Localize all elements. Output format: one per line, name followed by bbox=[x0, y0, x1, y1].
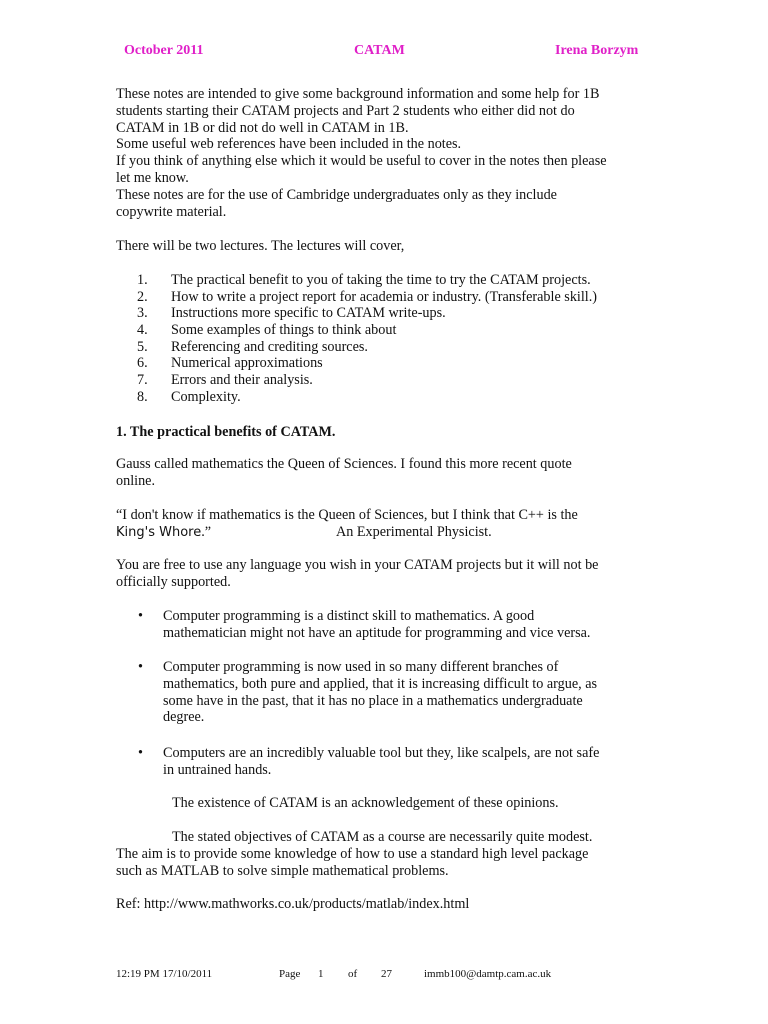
list-text: Errors and their analysis. bbox=[171, 372, 313, 389]
bullet-text bbox=[163, 659, 597, 726]
bullet-line: mathematics, both pure and applied, that it is increasing difficult to argue, as bbox=[163, 675, 598, 692]
objectives-text: The stated objectives of CATAM as a course are necessarily quite modest. bbox=[172, 829, 593, 845]
page-footer bbox=[0, 966, 768, 982]
list-number: 2. bbox=[137, 288, 148, 305]
bullet-text bbox=[163, 745, 599, 779]
quote-emphasis: King's Whore bbox=[116, 524, 202, 540]
bullet-line: some have in the past, that it has no place in a mathematics undergraduate bbox=[163, 692, 583, 709]
intro-line: copywrite material. bbox=[116, 203, 227, 220]
list-text: How to write a project report for academia or industry. (Transferable skill.) bbox=[171, 288, 598, 305]
page-header bbox=[0, 43, 768, 63]
bullet-text bbox=[163, 608, 590, 642]
list-number: 3. bbox=[137, 305, 148, 322]
bullet-line: Computers are an incredibly valuable tool but they, like scalpels, are not safe bbox=[163, 745, 600, 761]
intro-line: CATAM in 1B or did not do well in CATAM in 1B. bbox=[116, 119, 409, 136]
quote-close: .” bbox=[201, 523, 212, 540]
list-item bbox=[116, 355, 656, 372]
language-line: You are free to use any language you wish in your CATAM projects but it will not be bbox=[116, 557, 599, 573]
quote-attribution: An Experimental Physicist. bbox=[336, 523, 492, 540]
intro-line: Some useful web references have been included in the notes. bbox=[116, 136, 462, 153]
bullet-glyph: • bbox=[138, 659, 143, 675]
gauss-line: Gauss called mathematics the Queen of Sciences. I found this more recent quote bbox=[116, 456, 572, 472]
lectures-lead-text: There will be two lectures. The lectures will cover, bbox=[116, 238, 405, 254]
gauss-line: online. bbox=[116, 472, 156, 489]
section-heading-text: 1. The practical benefits of CATAM. bbox=[116, 424, 336, 440]
header-title: CATAM bbox=[354, 43, 405, 58]
bullet-line: Computer programming is a distinct skill to mathematics. A good bbox=[163, 608, 535, 624]
existence-text: The existence of CATAM is an acknowledgement of these opinions. bbox=[172, 795, 559, 811]
footer-email[interactable]: immb100@damtp.cam.ac.uk bbox=[424, 968, 552, 980]
list-text: Complexity. bbox=[171, 388, 241, 405]
list-text: Numerical approximations bbox=[171, 355, 323, 372]
bullet-line: in untrained hands. bbox=[163, 761, 272, 778]
list-item bbox=[116, 272, 656, 289]
intro-line: These notes are intended to give some background information and some help for 1B bbox=[116, 86, 600, 102]
list-item bbox=[116, 305, 656, 322]
section-heading bbox=[116, 424, 656, 441]
lecture-list bbox=[116, 272, 656, 406]
list-number: 6. bbox=[137, 355, 148, 372]
list-text: The practical benefit to you of taking the time to try the CATAM projects. bbox=[171, 272, 591, 288]
language-paragraph bbox=[116, 557, 656, 591]
list-number: 7. bbox=[137, 372, 148, 389]
objectives-line bbox=[116, 829, 656, 846]
objectives-paragraph bbox=[116, 829, 656, 879]
objectives-line: The aim is to provide some knowledge of how to use a standard high level package bbox=[116, 845, 589, 862]
bullet-line: Computer programming is now used in so many different branches of bbox=[163, 659, 559, 675]
list-text: Some examples of things to think about bbox=[171, 322, 397, 339]
existence-paragraph bbox=[116, 795, 656, 812]
list-number: 8. bbox=[137, 388, 148, 405]
list-text: Referencing and crediting sources. bbox=[171, 338, 368, 355]
quote-block bbox=[116, 507, 656, 542]
intro-line: students starting their CATAM projects and Part 2 students who either did not do bbox=[116, 102, 575, 119]
intro-line: If you think of anything else which it would be useful to cover in the notes then please bbox=[116, 153, 607, 170]
footer-of-label: of bbox=[348, 968, 358, 980]
list-item bbox=[116, 339, 656, 356]
language-line: officially supported. bbox=[116, 573, 231, 590]
existence-line bbox=[116, 795, 656, 812]
footer-page-label: Page bbox=[279, 968, 301, 980]
bullet-glyph: • bbox=[138, 745, 143, 761]
header-date: October 2011 bbox=[124, 43, 204, 58]
footer-total-pages: 27 bbox=[381, 968, 392, 980]
reference-line bbox=[116, 896, 656, 913]
intro-line: let me know. bbox=[116, 169, 189, 186]
list-number: 4. bbox=[137, 322, 148, 339]
quote-line: “I don't know if mathematics is the Queen of Sciences, but I think that C++ is the bbox=[116, 507, 578, 523]
list-number: 5. bbox=[137, 338, 148, 355]
list-item bbox=[116, 322, 656, 339]
reference-url[interactable]: Ref: http://www.mathworks.co.uk/products/matlab/index.html bbox=[116, 896, 470, 912]
bullet-line: mathematician might not have an aptitude for programming and vice versa. bbox=[163, 624, 591, 641]
list-item bbox=[116, 289, 656, 306]
list-text: Instructions more specific to CATAM write-ups. bbox=[171, 305, 446, 322]
header-author: Irena Borzym bbox=[555, 43, 639, 58]
list-number: 1. bbox=[137, 272, 148, 288]
intro-paragraph bbox=[116, 86, 656, 220]
footer-timestamp: 12:19 PM 17/10/2011 bbox=[116, 968, 213, 980]
footer-page-number: 1 bbox=[318, 968, 324, 980]
list-item bbox=[116, 372, 656, 389]
quote-line bbox=[116, 524, 656, 542]
bullet-glyph: • bbox=[138, 608, 143, 624]
bullet-line: degree. bbox=[163, 709, 205, 726]
lectures-lead bbox=[116, 238, 656, 255]
gauss-paragraph bbox=[116, 456, 656, 490]
list-item bbox=[116, 389, 656, 406]
intro-line: These notes are for the use of Cambridge undergraduates only as they include bbox=[116, 186, 557, 203]
objectives-line: such as MATLAB to solve simple mathematical problems. bbox=[116, 862, 449, 879]
